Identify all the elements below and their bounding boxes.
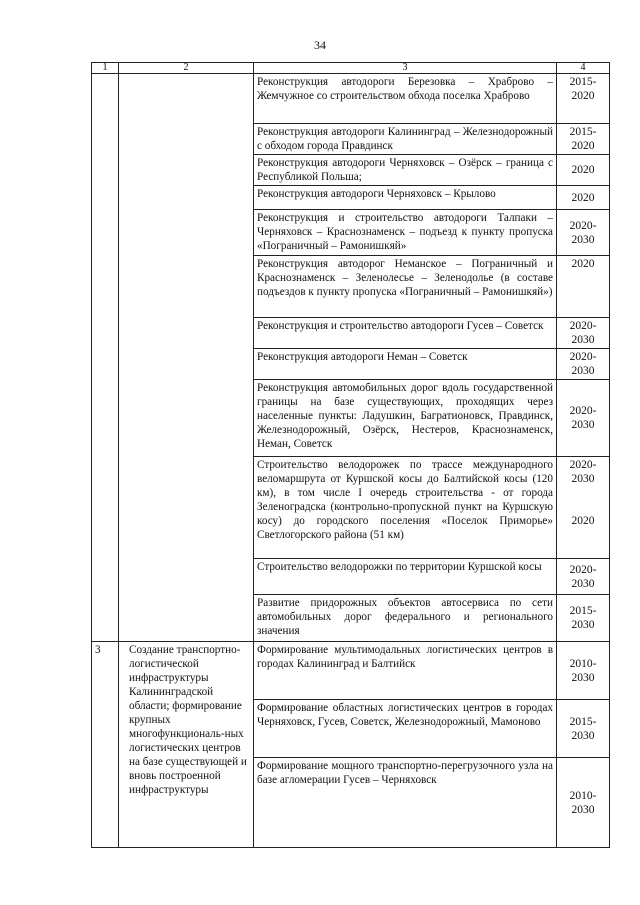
measure-text: Реконструкция и строительство автодороги Гусев – Советск <box>254 318 557 349</box>
measure-years: 2020- 2030 <box>557 210 610 256</box>
measure-text: Формирование областных логистических центров в городах Черняховск, Гусев, Советск, Железнодорожный, Мамоново <box>254 700 557 758</box>
measures-table <box>91 62 610 848</box>
measure-years: 2010- 2030 <box>557 758 610 848</box>
measure-text: Формирование мультимодальных логистических центров в городах Калининград и Балтийск <box>254 642 557 700</box>
measure-text: Реконструкция автодороги Неман – Советск <box>254 349 557 380</box>
measure-years: 2015- 2020 <box>557 124 610 155</box>
table-row <box>92 642 610 700</box>
column-header-3: 3 <box>254 63 557 74</box>
page-number: 34 <box>314 38 326 52</box>
measure-years: 2020 <box>557 155 610 186</box>
measure-years: 2015- 2020 <box>557 74 610 124</box>
column-header-1: 1 <box>92 63 119 74</box>
measure-years: 2020 <box>557 186 610 210</box>
measure-text: Реконструкция и строительство автодороги Талпаки – Черняховск – Краснознаменск – подъезд к пункту пропуска «Пограничный – Рамонишкяй» <box>254 210 557 256</box>
measure-years: 2020- 2030 <box>557 318 610 349</box>
table-header-row <box>92 63 610 74</box>
measure-years: 2020- 2030 2020 <box>557 457 610 559</box>
measure-text: Строительство велодорожки по территории Куршской косы <box>254 559 557 595</box>
measure-years: 2015- 2030 <box>557 595 610 642</box>
measure-text: Реконструкция автодорог Неманское – Пограничный и Краснознаменск – Зеленолесье – Зеленодолье (в составе подъездов к пункту пропуска «Пограничный – Рамонишкяй») <box>254 256 557 318</box>
table-row <box>92 74 610 124</box>
row-number-cell: 3 <box>92 642 119 848</box>
column-header-2: 2 <box>119 63 254 74</box>
measure-text: Формирование мощного транспортно-перегрузочного узла на базе агломерации Гусев – Черняховск <box>254 758 557 848</box>
measure-years: 2020- 2030 <box>557 349 610 380</box>
measure-years: 2010- 2030 <box>557 642 610 700</box>
measure-years: 2015- 2030 <box>557 700 610 758</box>
measure-text: Реконструкция автодороги Черняховск – Озёрск – граница с Республикой Польша; <box>254 155 557 186</box>
row-number-cell <box>92 74 119 642</box>
row-title-cell <box>119 74 254 642</box>
measure-text: Реконструкция автодороги Березовка – Храброво – Жемчужное со строительством обхода поселка Храброво <box>254 74 557 124</box>
measure-text: Строительство велодорожек по трассе международного веломаршрута от Куршской косы до Балтийской косы (120 км), в том числе I очередь строительства - от города Зеленоградска (контрольно-пропускной пункт на Куршскую косу) до городского поселения «Поселок Приморье» Светлогорского района (51 км) <box>254 457 557 559</box>
measure-years: 2020- 2030 <box>557 559 610 595</box>
measure-years: 2020- 2030 <box>557 380 610 457</box>
measure-text: Реконструкция автомобильных дорог вдоль государственной границы на базе существующих, проходящих через населенные пункты: Ладушкин, Багратионовск, Правдинск, Железнодорожный, Озёрск, Нестеров, Краснознаменск, Неман, Советск <box>254 380 557 457</box>
row-title-cell: Создание транспортно-логистической инфраструктуры Калининградской области; формирование крупных многофункциональ-ных логистических центров на базе существующей и вновь построенной инфраструктуры <box>119 642 254 848</box>
column-header-4: 4 <box>557 63 610 74</box>
measure-text: Реконструкция автодороги Черняховск – Крылово <box>254 186 557 210</box>
measure-years: 2020 <box>557 256 610 318</box>
measure-text: Развитие придорожных объектов автосервиса по сети автомобильных дорог федерального и регионального значения <box>254 595 557 642</box>
measure-text: Реконструкция автодороги Калининград – Железнодорожный с обходом города Правдинск <box>254 124 557 155</box>
